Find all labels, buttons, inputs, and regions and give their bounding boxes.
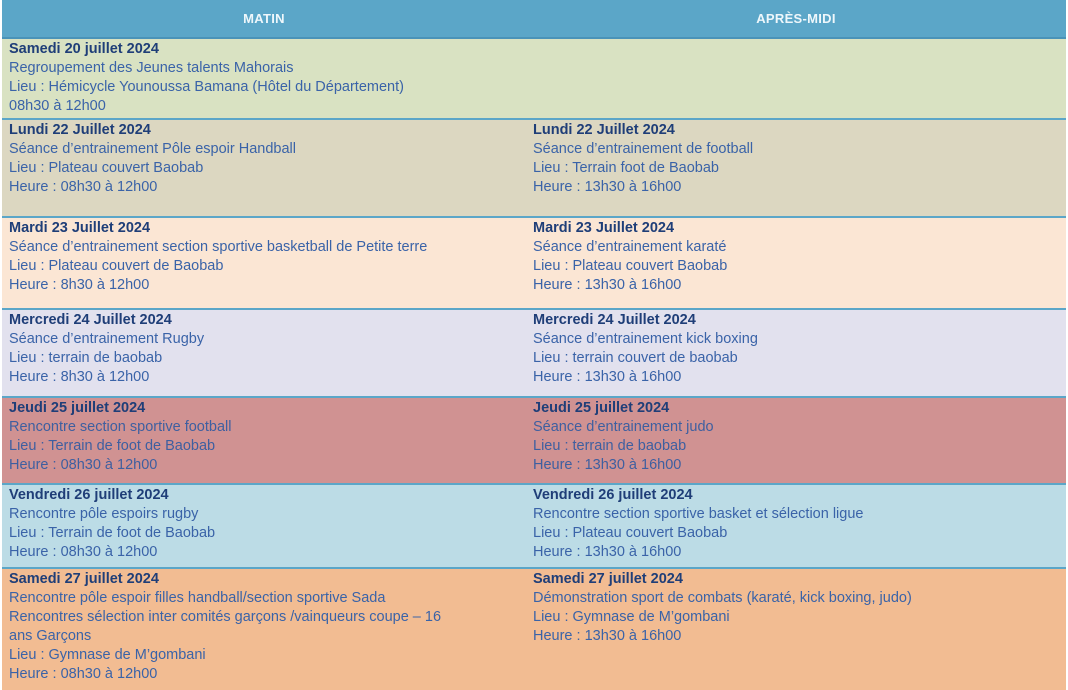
event-line: Lieu : Plateau couvert Baobab	[533, 258, 728, 274]
event-line: Séance d’entrainement de football	[533, 141, 754, 157]
morning-cell	[2, 120, 526, 216]
afternoon-cell	[526, 485, 1066, 567]
afternoon-cell	[526, 218, 1066, 308]
afternoon-cell	[526, 120, 1066, 216]
event-line: Heure : 08h30 à 12h00	[9, 666, 158, 682]
event-line: Heure : 08h30 à 12h00	[9, 179, 158, 195]
header-apres-midi: APRÈS-MIDI	[756, 11, 836, 26]
table-row	[2, 120, 1066, 218]
event-line: Lieu : Plateau couvert Baobab	[533, 525, 728, 541]
morning-cell	[2, 569, 526, 690]
event-line: Heure : 13h30 à 16h00	[533, 277, 682, 293]
event-line: Heure : 08h30 à 12h00	[9, 457, 158, 473]
morning-cell	[2, 485, 526, 567]
afternoon-cell	[526, 398, 1066, 483]
event-line: Lieu : Gymnase de M’gombani	[533, 609, 730, 625]
event-date: Jeudi 25 juillet 2024	[533, 400, 670, 416]
event-line: Heure : 13h30 à 16h00	[533, 457, 682, 473]
event-line: Lieu : Terrain foot de Baobab	[533, 160, 719, 176]
morning-cell	[2, 398, 526, 483]
table-row	[2, 39, 1066, 120]
event-line: Rencontre section sportive basket et sélection ligue	[533, 506, 864, 522]
event-date: Samedi 27 juillet 2024	[9, 571, 159, 587]
event-line: Séance d’entrainement kick boxing	[533, 331, 758, 347]
table-row	[2, 310, 1066, 398]
event-date: Mercredi 24 Juillet 2024	[9, 312, 172, 328]
afternoon-cell	[526, 310, 1066, 396]
event-date: Vendredi 26 juillet 2024	[9, 487, 169, 503]
event-line: Lieu : terrain de baobab	[9, 350, 163, 366]
table-header	[2, 0, 1066, 39]
event-line: Heure : 13h30 à 16h00	[533, 369, 682, 385]
event-line: Rencontre pôle espoirs rugby	[9, 506, 199, 522]
event-line: Lieu : Plateau couvert Baobab	[9, 160, 204, 176]
table-row	[2, 485, 1066, 569]
morning-cell	[2, 310, 526, 396]
event-line: Rencontres sélection inter comités garçons /vainqueurs coupe – 16	[9, 609, 442, 625]
event-line: Lieu : Gymnase de M’gombani	[9, 647, 206, 663]
event-date: Lundi 22 Juillet 2024	[9, 122, 151, 138]
event-date: Lundi 22 Juillet 2024	[533, 122, 675, 138]
event-line: Séance d’entrainement section sportive basketball de Petite terre	[9, 239, 428, 255]
event-line: ans Garçons	[9, 628, 92, 644]
event-line: Lieu : Hémicycle Younoussa Bamana (Hôtel du Département)	[9, 79, 404, 95]
event-line: Lieu : terrain de baobab	[533, 438, 687, 454]
event-date: Samedi 20 juillet 2024	[9, 41, 159, 57]
event-line: Séance d’entrainement Pôle espoir Handball	[9, 141, 296, 157]
event-line: Séance d’entrainement Rugby	[9, 331, 205, 347]
event-date: Mercredi 24 Juillet 2024	[533, 312, 696, 328]
event-date: Samedi 27 juillet 2024	[533, 571, 683, 587]
table-body	[2, 39, 1066, 690]
event-line: Heure : 8h30 à 12h00	[9, 369, 150, 385]
event-line: Heure : 8h30 à 12h00	[9, 277, 150, 293]
event-line: Lieu : Plateau couvert de Baobab	[9, 258, 224, 274]
event-cell	[2, 39, 1066, 118]
table-row	[2, 218, 1066, 310]
table-row	[2, 398, 1066, 485]
event-date: Mardi 23 Juillet 2024	[9, 220, 151, 236]
event-line: Séance d’entrainement judo	[533, 419, 714, 435]
event-line: Heure : 13h30 à 16h00	[533, 544, 682, 560]
morning-cell	[2, 218, 526, 308]
header-matin: MATIN	[243, 11, 285, 26]
event-date: Jeudi 25 juillet 2024	[9, 400, 146, 416]
event-line: Regroupement des Jeunes talents Mahorais	[9, 60, 294, 76]
event-line: Heure : 13h30 à 16h00	[533, 628, 682, 644]
event-line: Rencontre section sportive football	[9, 419, 232, 435]
event-line: Heure : 13h30 à 16h00	[533, 179, 682, 195]
event-line: Heure : 08h30 à 12h00	[9, 544, 158, 560]
event-date: Vendredi 26 juillet 2024	[533, 487, 693, 503]
event-line: Lieu : terrain couvert de baobab	[533, 350, 738, 366]
afternoon-cell	[526, 569, 1066, 690]
event-line: Rencontre pôle espoir filles handball/section sportive Sada	[9, 590, 386, 606]
event-line: Lieu : Terrain de foot de Baobab	[9, 438, 216, 454]
event-line: Séance d’entrainement karaté	[533, 239, 727, 255]
event-line: Démonstration sport de combats (karaté, kick boxing, judo)	[533, 590, 912, 606]
event-line: Lieu : Terrain de foot de Baobab	[9, 525, 216, 541]
table-row	[2, 569, 1066, 690]
schedule-table	[2, 0, 1066, 690]
event-line: 08h30 à 12h00	[9, 98, 106, 114]
event-date: Mardi 23 Juillet 2024	[533, 220, 675, 236]
